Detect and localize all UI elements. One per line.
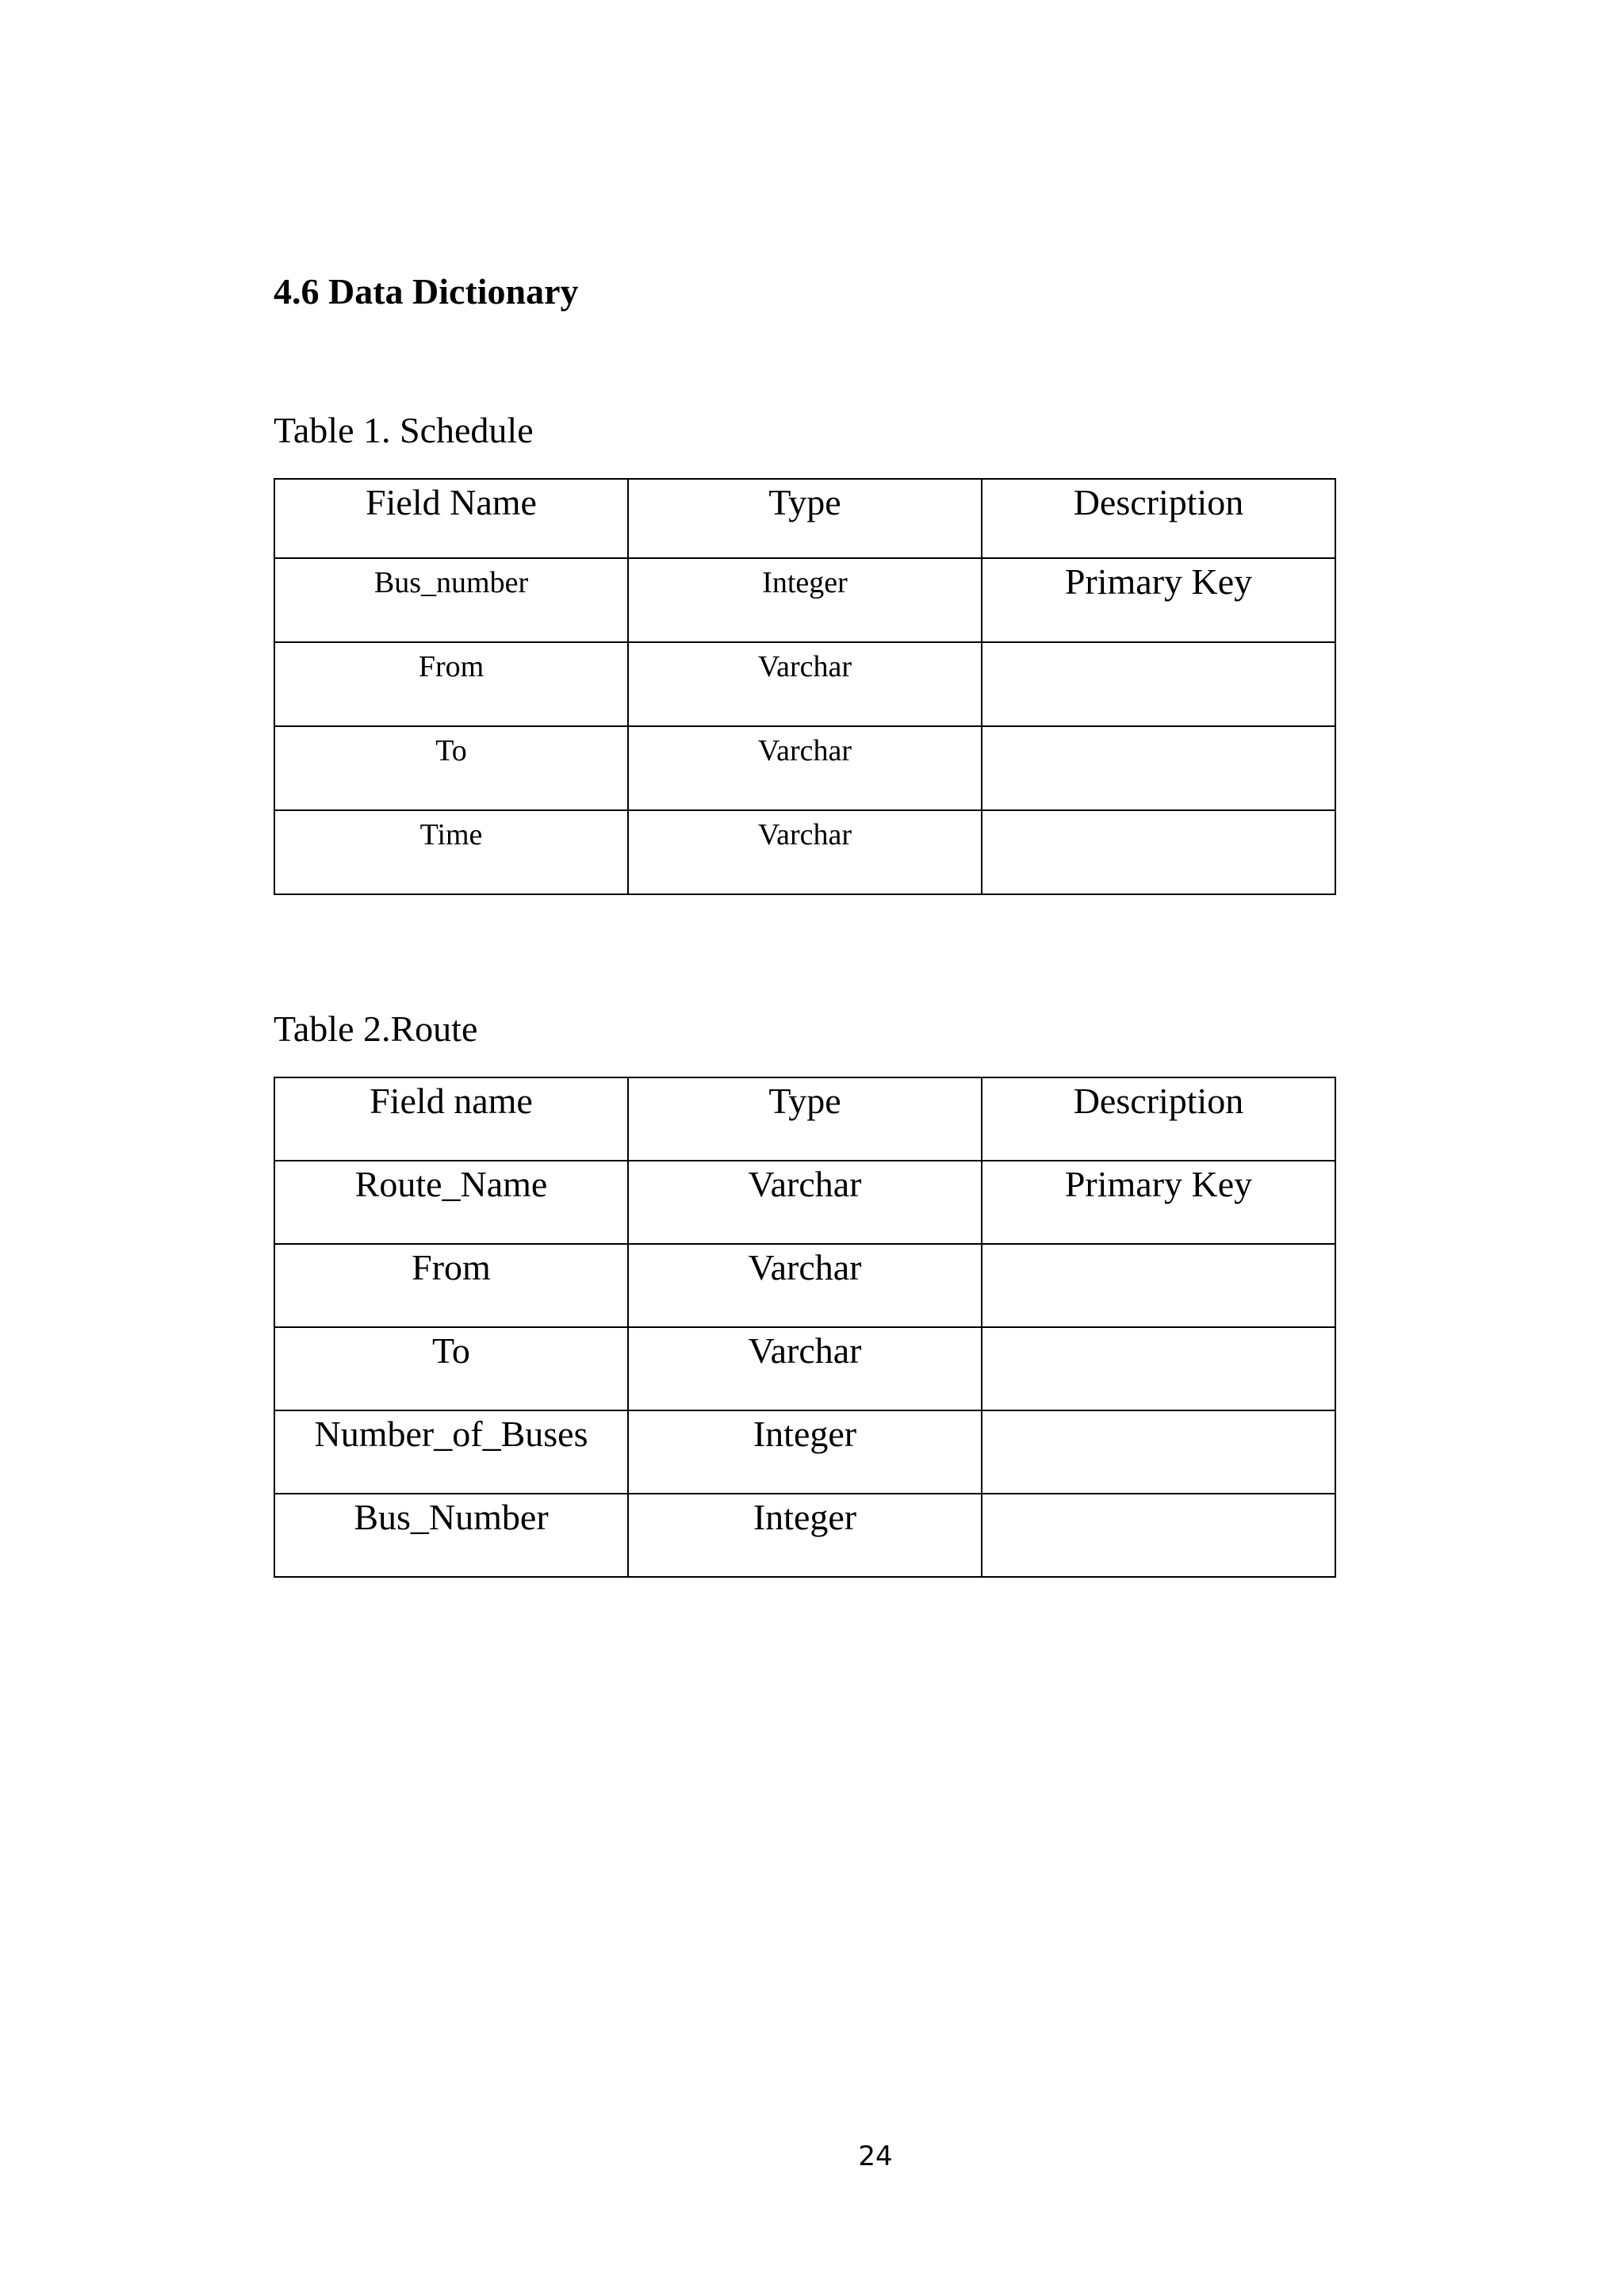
table-cell: From: [274, 1244, 628, 1327]
table-cell: Route_Name: [274, 1161, 628, 1244]
page-number: 24: [858, 2141, 893, 2172]
header-cell: Description: [982, 1077, 1335, 1161]
table-cell: Varchar: [628, 810, 982, 894]
table-cell: From: [274, 642, 628, 726]
table-row: [274, 726, 1335, 810]
table-cell: [982, 1244, 1335, 1327]
section-heading: 4.6 Data Dictionary: [274, 271, 579, 312]
table-cell: [982, 1494, 1335, 1577]
table-cell: Time: [274, 810, 628, 894]
header-cell: Type: [628, 479, 982, 558]
table-cell: Bus_Number: [274, 1494, 628, 1577]
table-1-caption: Table 1. Schedule: [274, 410, 534, 450]
header-cell: Description: [982, 479, 1335, 558]
table-row: [274, 558, 1335, 642]
table-cell: Varchar: [628, 1161, 982, 1244]
table-cell: Integer: [628, 558, 982, 642]
table-row: [274, 1161, 1335, 1244]
table-cell: To: [274, 726, 628, 810]
table-cell: Bus_number: [274, 558, 628, 642]
table-cell: Integer: [628, 1494, 982, 1577]
header-cell: Type: [628, 1077, 982, 1161]
table-cell: Primary Key: [982, 558, 1335, 642]
table-row: [274, 1410, 1335, 1494]
table-row: [274, 1244, 1335, 1327]
table-cell: [982, 642, 1335, 726]
table-header-row: [274, 1077, 1335, 1161]
table-cell: Varchar: [628, 726, 982, 810]
table-cell: Integer: [628, 1410, 982, 1494]
table-cell: Varchar: [628, 642, 982, 726]
table-cell: Varchar: [628, 1327, 982, 1410]
table-row: [274, 810, 1335, 894]
table-cell: Varchar: [628, 1244, 982, 1327]
header-cell: Field Name: [274, 479, 628, 558]
table-header-row: [274, 479, 1335, 558]
route-table: [274, 1077, 1336, 1578]
table-cell: Primary Key: [982, 1161, 1335, 1244]
table-cell: [982, 1410, 1335, 1494]
header-cell: Field name: [274, 1077, 628, 1161]
table-cell: To: [274, 1327, 628, 1410]
table-cell: [982, 726, 1335, 810]
table-row: [274, 1327, 1335, 1410]
table-2-caption: Table 2.Route: [274, 1008, 478, 1049]
table-cell: [982, 1327, 1335, 1410]
table-cell: [982, 810, 1335, 894]
schedule-table: [274, 478, 1336, 895]
table-cell: Number_of_Buses: [274, 1410, 628, 1494]
table-row: [274, 642, 1335, 726]
table-row: [274, 1494, 1335, 1577]
